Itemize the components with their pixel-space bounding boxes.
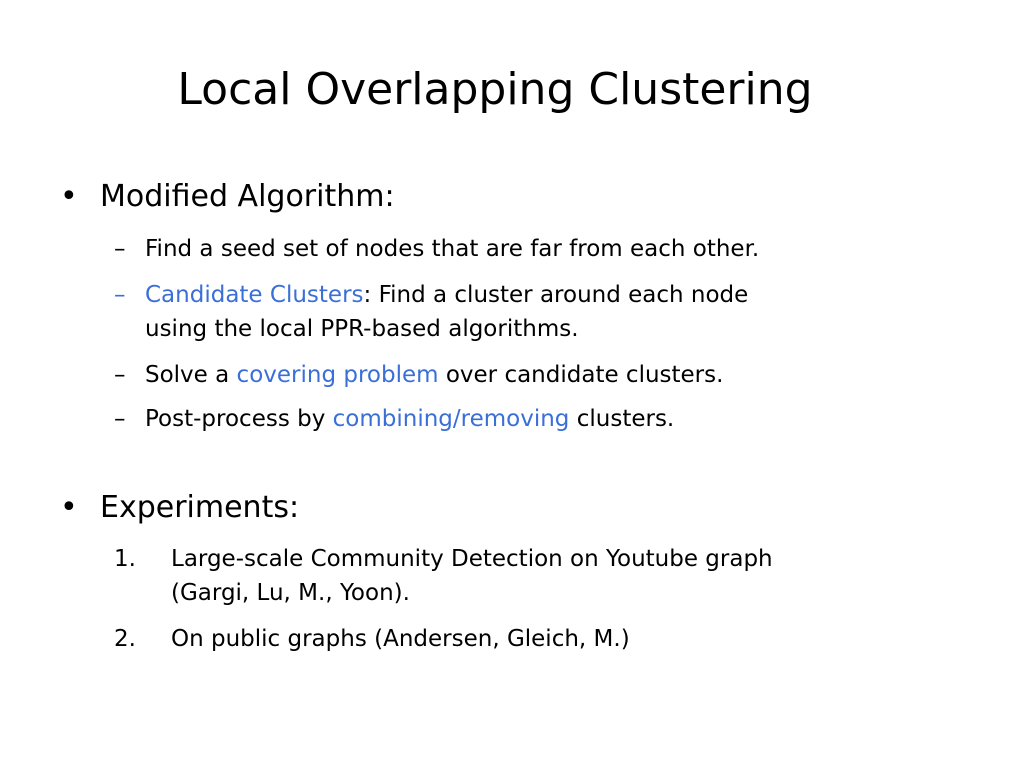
- sub-bullet-text-after: : Find a cluster around each node: [363, 282, 749, 308]
- sub-bullet-continuation: using the local PPR-based algorithms.: [145, 316, 579, 342]
- sub-bullet-text-before: Post-process by: [145, 406, 333, 432]
- sub-bullet-text-before: Solve a: [145, 362, 237, 388]
- highlight-term: Candidate Clusters: [145, 282, 364, 308]
- sub-bullet-marker: –: [114, 406, 126, 432]
- bullet-marker: •: [60, 179, 78, 214]
- sub-bullet-marker: –: [114, 236, 126, 262]
- item-number: 2.: [114, 626, 136, 652]
- sub-bullet-marker: –: [114, 282, 126, 308]
- highlight-term: covering problem: [236, 362, 439, 388]
- bullet-heading: Experiments:: [100, 490, 300, 525]
- sub-bullet-marker: –: [114, 362, 126, 388]
- slide-title: Local Overlapping Clustering: [177, 64, 813, 115]
- sub-bullet-text: [145, 402, 674, 436]
- sub-bullet-text: Find a seed set of nodes that are far from each other.: [145, 236, 760, 262]
- sub-bullet-text: [145, 278, 748, 312]
- item-number: 1.: [114, 546, 136, 572]
- bullet-heading: Modified Algorithm:: [100, 179, 395, 214]
- bullet-marker: •: [60, 490, 78, 525]
- sub-bullet-text-after: over candidate clusters.: [438, 362, 724, 388]
- numbered-item-text: Large-scale Community Detection on Youtube graph: [171, 546, 773, 572]
- sub-bullet-text: [145, 358, 723, 392]
- numbered-item-text: On public graphs (Andersen, Gleich, M.): [171, 626, 630, 652]
- sub-bullet-text-after: clusters.: [569, 406, 675, 432]
- highlight-term: combining/removing: [332, 406, 570, 432]
- numbered-item-continuation: (Gargi, Lu, M., Yoon).: [171, 580, 410, 606]
